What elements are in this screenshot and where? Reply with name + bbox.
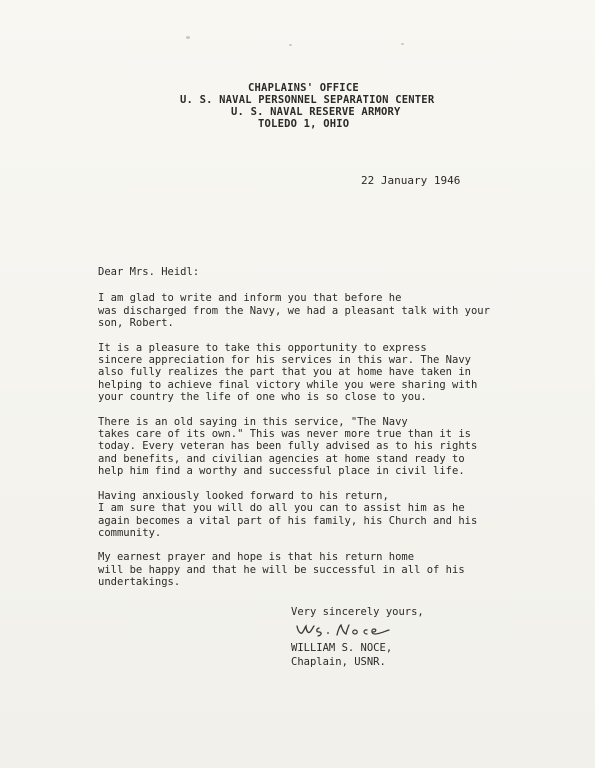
letterhead-center: U. S. NAVAL PERSONNEL SEPARATION CENTER [180,94,435,106]
letterhead-office: CHAPLAINS' OFFICE [248,82,359,94]
handwritten-signature [293,620,405,640]
letterhead-city: TOLEDO 1, OHIO [258,118,350,130]
paragraph-2: It is a pleasure to take this opportunity to express sincere appreciation for his services in this war. The Navy also fully realizes the part that you at home have taken in helping to achieve final victory while you were sharing with your country the life of one who is so close to you. [98,341,478,404]
letter-date: 22 January 1946 [361,174,461,187]
paragraph-5: My earnest prayer and hope is that his return home will be happy and that he will be successful in all of his undertakings. [98,551,465,589]
salutation: Dear Mrs. Heidl: [98,266,200,278]
paragraph-3: There is an old saying in this service, "The Navy takes care of its own." This was never more true than it is today. Every veteran has been fully advised as to his rights and benefits, and civilian agencies at home stand ready to help him find a worthy and successful place in civil life. [98,415,478,478]
paragraph-4: Having anxiously looked forward to his return, I am sure that you will do all you can to assist him as he again becomes a vital part of his family, his Church and his community. [98,489,478,539]
paper-speck [186,36,190,39]
complimentary-close: Very sincerely yours, [291,606,424,618]
signer-title: Chaplain, USNR. [291,656,386,668]
paper-speck [289,44,292,46]
letterhead-armory: U. S. NAVAL RESERVE ARMORY [231,106,401,118]
signer-name: WILLIAM S. NOCE, [291,642,393,654]
paragraph-1: I am glad to write and inform you that before he was discharged from the Navy, we had a pleasant talk with your son, Robert. [98,292,490,330]
letter-body [98,266,538,601]
paper-speck [401,43,404,45]
